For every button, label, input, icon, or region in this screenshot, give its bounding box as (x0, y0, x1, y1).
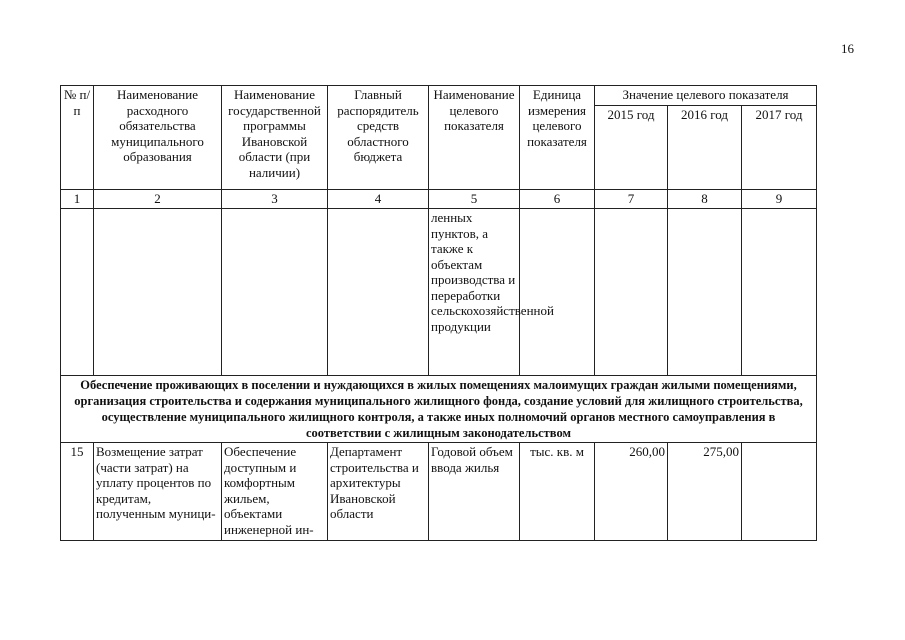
column-number: 2 (94, 190, 222, 209)
table-header-row (61, 86, 817, 106)
header-unit: Единица измерения целевого показателя (520, 86, 595, 190)
cell-empty (668, 209, 742, 376)
row-manager: Департамент строительства и архитектуры Ивановской области (328, 443, 429, 541)
column-number: 5 (429, 190, 520, 209)
cell-empty (94, 209, 222, 376)
row-obligation: Возмещение затрат (части затрат) на уплату процентов по кредитам, полученным муници- (94, 443, 222, 541)
continuation-row (61, 209, 817, 376)
row-value-2015: 260,00 (595, 443, 668, 541)
header-manager: Главный распорядитель средств областного бюджета (328, 86, 429, 190)
header-num: № п/п (61, 86, 94, 190)
cell-empty (520, 209, 595, 376)
cell-empty (595, 209, 668, 376)
column-number: 8 (668, 190, 742, 209)
table-row (61, 443, 817, 541)
column-number: 3 (222, 190, 328, 209)
continuation-indicator-text: ленных пунктов, а также к объектам производства и переработки сельскохозяйственной продукции (429, 209, 520, 376)
column-number: 6 (520, 190, 595, 209)
header-obligation: Наименование расходного обязательства муниципального образования (94, 86, 222, 190)
column-number: 1 (61, 190, 94, 209)
row-program: Обеспечение доступным и комфортным жильем, объектами инженерной ин- (222, 443, 328, 541)
header-target-group: Значение целевого показателя (595, 86, 817, 106)
section-title: Обеспечение проживающих в поселении и нуждающихся в жилых помещениях малоимущих граждан жилыми помещениями, организация строительства и содержания муниципального жилищного фонда, создание условий для жилищного строительства, осуществление муниципального жилищного контроля, а также иных полномочий органов местного самоуправления в соответствии с жилищным законодательством (61, 376, 817, 443)
column-numbers-row (61, 190, 817, 209)
column-number: 4 (328, 190, 429, 209)
column-number: 9 (742, 190, 817, 209)
cell-empty (328, 209, 429, 376)
cell-empty (742, 209, 817, 376)
column-number: 7 (595, 190, 668, 209)
row-unit: тыс. кв. м (520, 443, 595, 541)
row-value-2017 (742, 443, 817, 541)
section-row (61, 376, 817, 443)
target-indicators-table (60, 85, 817, 541)
header-program: Наименование государственной программы Ивановской области (при наличии) (222, 86, 328, 190)
header-year-2015: 2015 год (595, 106, 668, 190)
header-year-2016: 2016 год (668, 106, 742, 190)
row-indicator: Годовой объем ввода жилья (429, 443, 520, 541)
header-indicator: Наименование целевого показателя (429, 86, 520, 190)
header-year-2017: 2017 год (742, 106, 817, 190)
row-value-2016: 275,00 (668, 443, 742, 541)
cell-empty (61, 209, 94, 376)
cell-empty (222, 209, 328, 376)
row-number: 15 (61, 443, 94, 541)
page-number: 16 (841, 41, 854, 56)
